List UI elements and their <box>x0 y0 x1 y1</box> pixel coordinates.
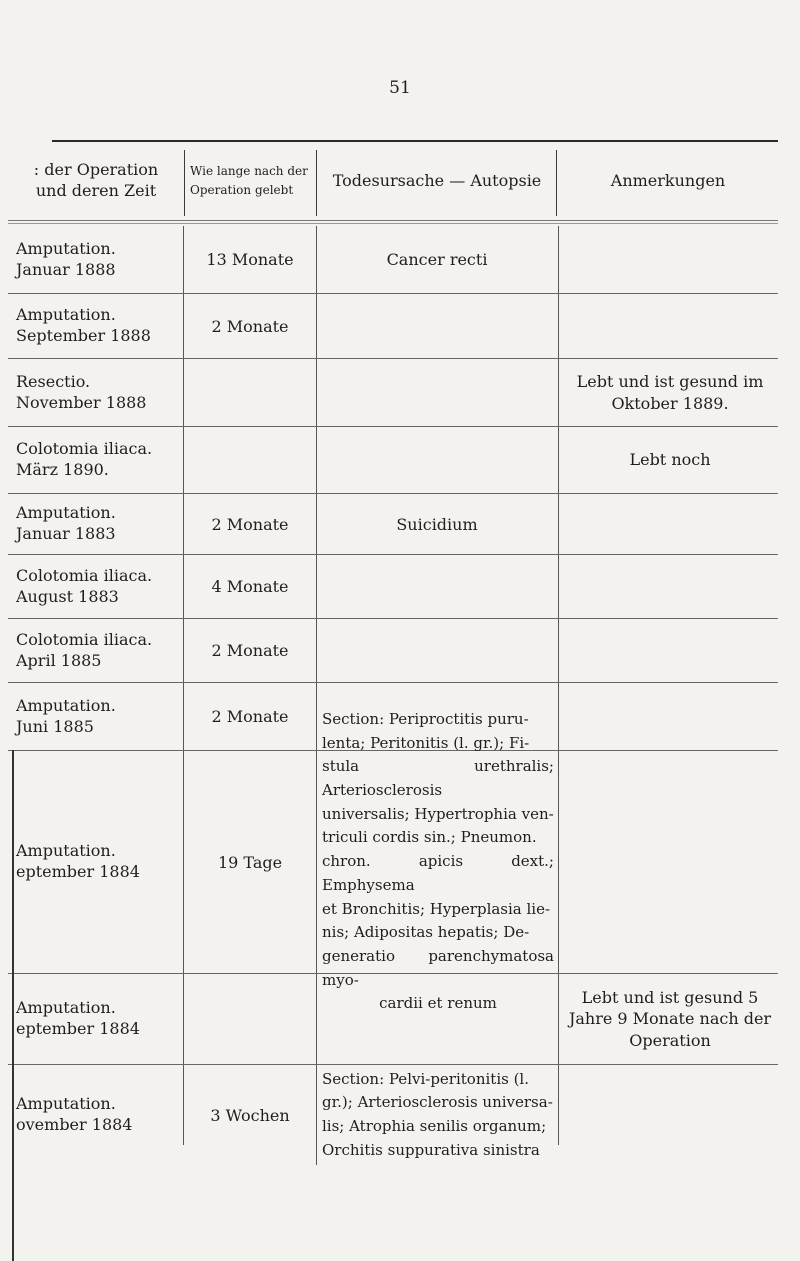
cause-cell: Suicidium <box>396 514 478 534</box>
header-cause: Todesursache — Autopsie <box>332 170 542 190</box>
column-divider <box>183 619 184 682</box>
header-duration: Wie lange nach der Operation gelebt <box>190 164 308 197</box>
duration-cell <box>184 974 316 1064</box>
operation-cell: Amputation. Januar 1888 <box>16 238 116 279</box>
duration-cell: 2 Monate <box>211 707 289 726</box>
column-divider <box>316 683 317 750</box>
column-divider <box>183 683 184 750</box>
column-divider <box>183 427 184 493</box>
cause-cell <box>316 294 558 358</box>
duration-cell: 2 Monate <box>211 641 289 660</box>
operation-cell: Amputation. eptember 1884 <box>16 998 140 1038</box>
column-divider <box>183 974 184 1064</box>
cause-cell: Cancer recti <box>386 250 488 269</box>
column-divider <box>558 427 559 493</box>
header-divider <box>184 150 185 216</box>
cause-cell <box>316 427 558 493</box>
operation-cell: Amputation. Januar 1883 <box>16 503 116 543</box>
column-divider <box>558 1065 559 1145</box>
notes-cell <box>560 294 780 358</box>
table-row <box>0 1065 800 1165</box>
cause-cell: Section: Periproctitis puru- lenta; Peritonitis (l. gr.); Fi- stula urethralis; Arteriosclerosis universalis; Hypertrophia ven- triculi cordis sin.; Pneumon. chron. apicis dext.; Emphysema et Bronchitis; Hyperplasia lie- nis; Adipositas hepatis; De- generatio parenchymatosa myo- cardii et renum <box>322 710 554 1013</box>
duration-cell: 2 Monate <box>211 514 289 534</box>
cause-cell <box>316 555 558 618</box>
column-divider <box>316 359 317 426</box>
column-divider <box>558 974 559 1064</box>
operation-cell: Resectio. November 1888 <box>16 371 147 412</box>
notes-cell: Lebt und ist gesund 5 Jahre 9 Monate nach der Operation <box>568 988 772 1050</box>
column-divider <box>558 683 559 750</box>
operation-cell: Colotomia iliaca. April 1885 <box>16 629 153 670</box>
table-row <box>0 226 800 293</box>
column-divider <box>183 1065 184 1145</box>
duration-cell: 2 Monate <box>211 316 289 336</box>
column-divider <box>558 619 559 682</box>
notes-cell <box>560 226 780 293</box>
duration-cell <box>184 359 316 426</box>
page-number: 51 <box>389 78 411 98</box>
cause-cell: Section: Pelvi-peritonitis (l. gr.); Arteriosclerosis universa- lis; Atrophia senilis organum; Orchitis suppurativa sinistra <box>322 1069 553 1159</box>
cause-cell <box>316 359 558 426</box>
column-divider <box>316 619 317 682</box>
operation-cell: Amputation. Juni 1885 <box>16 695 116 736</box>
header-divider <box>556 150 557 216</box>
column-divider <box>183 294 184 358</box>
header-operation: : der Operation und deren Zeit <box>33 160 159 200</box>
column-divider <box>558 294 559 358</box>
column-divider <box>316 294 317 358</box>
binding-edge <box>12 750 14 1261</box>
table-row <box>0 974 800 1064</box>
column-divider <box>558 494 559 554</box>
duration-cell <box>184 427 316 493</box>
column-divider <box>183 751 184 973</box>
column-divider <box>558 751 559 973</box>
notes-cell: Lebt und ist gesund im Oktober 1889. <box>576 372 764 413</box>
notes-cell <box>560 555 780 618</box>
table-row <box>0 494 800 554</box>
operation-cell: Amputation. eptember 1884 <box>16 841 140 881</box>
notes-cell <box>560 494 780 554</box>
column-divider <box>558 359 559 426</box>
header-notes: Anmerkungen <box>610 170 726 190</box>
duration-cell: 3 Wochen <box>210 1105 290 1125</box>
column-divider <box>558 555 559 618</box>
duration-cell: 4 Monate <box>211 577 289 596</box>
header-rule <box>8 223 778 224</box>
notes-cell <box>560 683 780 750</box>
column-divider <box>183 555 184 618</box>
operation-cell: Colotomia iliaca. März 1890. <box>16 439 153 479</box>
header-rule <box>8 220 778 221</box>
column-divider <box>316 555 317 618</box>
header-divider <box>316 150 317 216</box>
operation-cell: Colotomia iliaca. August 1883 <box>16 565 153 606</box>
operation-cell: Amputation. ovember 1884 <box>16 1094 133 1134</box>
duration-cell: 13 Monate <box>206 250 294 269</box>
column-divider <box>558 226 559 293</box>
column-divider <box>316 1065 317 1165</box>
column-divider <box>316 751 317 973</box>
column-divider <box>316 427 317 493</box>
notes-cell <box>560 1065 780 1165</box>
column-divider <box>316 226 317 293</box>
column-divider <box>316 494 317 554</box>
cause-cell <box>316 619 558 682</box>
column-divider <box>316 974 317 1064</box>
duration-cell: 19 Tage <box>217 852 283 872</box>
cause-cell <box>316 974 558 1064</box>
operation-cell: Amputation. September 1888 <box>16 305 151 345</box>
table-header <box>0 144 800 218</box>
notes-cell <box>560 619 780 682</box>
table-row <box>0 427 800 493</box>
column-divider <box>183 494 184 554</box>
notes-cell <box>560 751 780 973</box>
table-row <box>0 555 800 618</box>
table-row <box>0 294 800 358</box>
top-rule <box>52 140 778 142</box>
column-divider <box>183 226 184 293</box>
column-divider <box>183 359 184 426</box>
table-row <box>0 359 800 426</box>
notes-cell: Lebt noch <box>629 450 711 470</box>
table-row <box>0 619 800 682</box>
